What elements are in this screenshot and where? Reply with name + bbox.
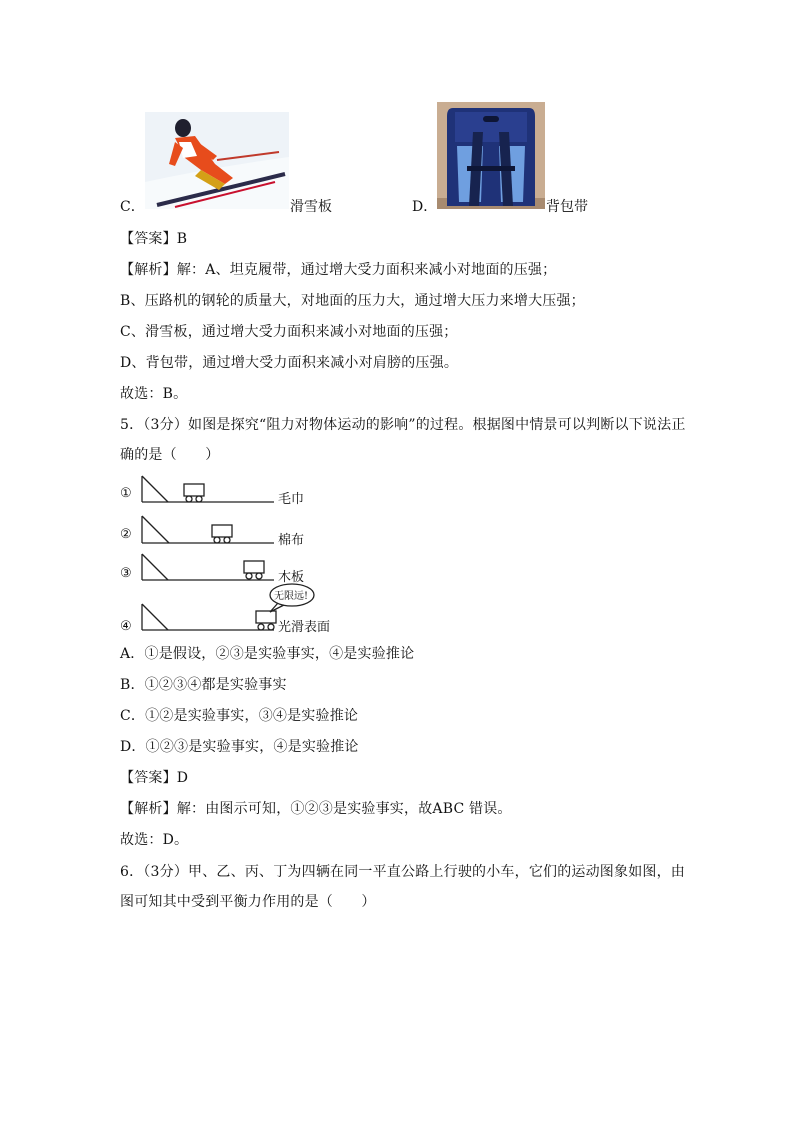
q5-analysis: 【解析】解：由图示可知，①②③是实验事实，故ABC 错误。	[120, 801, 512, 817]
q5-option-c: C．①②是实验事实，③④是实验推论	[120, 708, 359, 724]
q5-option-d: D．①②③是实验事实，④是实验推论	[120, 739, 359, 755]
option-c-label: C．	[120, 199, 145, 215]
option-d-caption: 背包带	[546, 199, 588, 215]
q4-conclusion: 故选：B。	[120, 386, 188, 402]
surface-label-wood: 木板	[278, 570, 305, 585]
q5-option-b: B．①②③④都是实验事实	[120, 677, 287, 693]
q5-stem-line-1: 5．（3分）如图是探究“阻力对物体运动的影响”的过程。根据图中情景可以判断以下说法正	[120, 417, 686, 433]
q5-stem-line-2: 确的是（ ）	[120, 447, 220, 463]
q4-analysis-line-4: D、背包带，通过增大受力面积来减小对肩膀的压强。	[120, 355, 459, 371]
q6-stem-line-2: 图可知其中受到平衡力作用的是（ ）	[120, 894, 376, 910]
q6-stem-line-1: 6．（3分）甲、乙、丙、丁为四辆在同一平直公路上行驶的小车，它们的运动图象如图，由	[120, 864, 686, 880]
figure-label-3: ③	[120, 566, 132, 581]
backpack-photo	[437, 102, 545, 209]
surface-label-towel: 毛巾	[278, 492, 305, 507]
q5-conclusion: 故选：D。	[120, 832, 189, 848]
q5-figure	[118, 472, 378, 640]
figure-label-2: ②	[120, 527, 132, 542]
bubble-text: 无限远!	[274, 591, 309, 602]
surface-label-smooth: 光滑表面	[278, 620, 331, 635]
q4-analysis-line-2: B、压路机的钢轮的质量大，对地面的压力大，通过增大压力来增大压强；	[120, 293, 585, 309]
surface-label-cotton: 棉布	[278, 533, 305, 548]
q4-analysis-line-3: C、滑雪板，通过增大受力面积来减小对地面的压强；	[120, 324, 458, 340]
q4-answer: 【答案】B	[120, 231, 188, 247]
option-d-label: D．	[412, 199, 438, 215]
q5-option-a: A．①是假设，②③是实验事实，④是实验推论	[120, 646, 415, 662]
figure-label-4: ④	[120, 619, 132, 634]
skier-photo	[145, 112, 289, 209]
q4-analysis-line-1: 【解析】解：A、坦克履带，通过增大受力面积来减小对地面的压强；	[120, 262, 557, 278]
q5-answer: 【答案】D	[120, 770, 189, 786]
option-c-caption: 滑雪板	[290, 199, 332, 215]
figure-label-1: ①	[120, 486, 132, 501]
